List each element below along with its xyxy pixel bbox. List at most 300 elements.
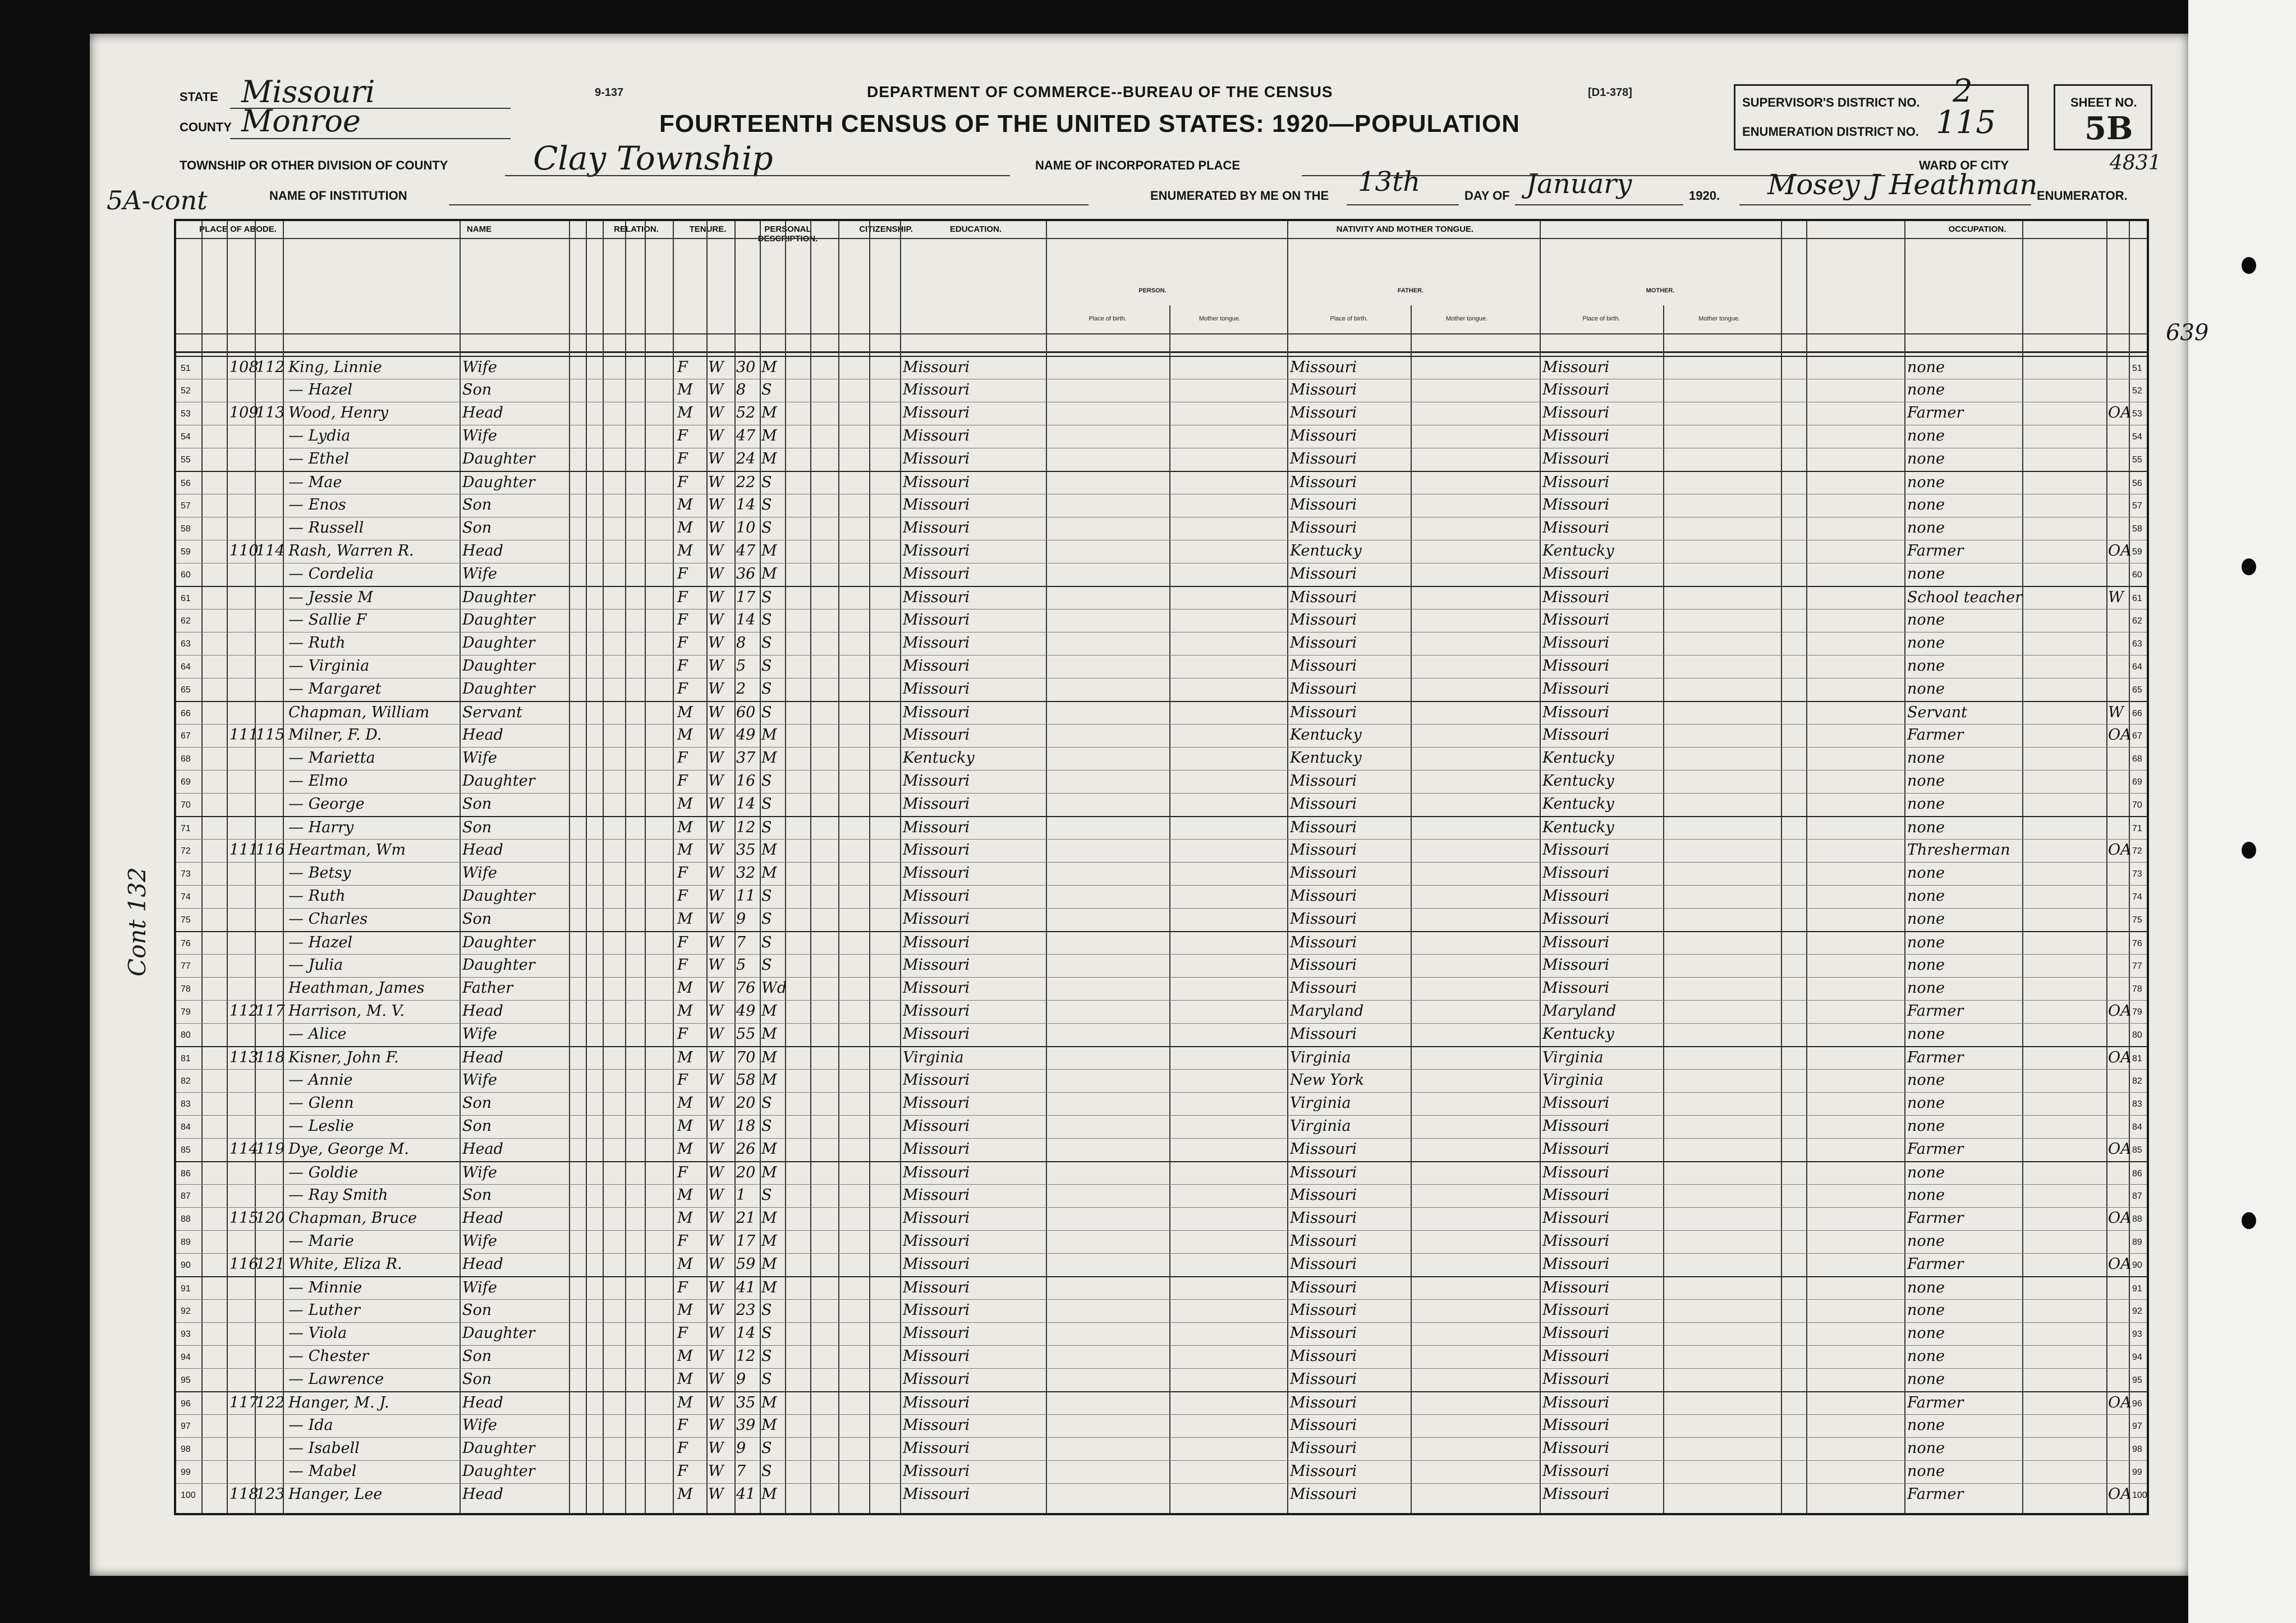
- cell-occ: none: [1907, 1186, 1945, 1204]
- cell-sex: M: [677, 1301, 693, 1319]
- cell-age: 24: [736, 450, 756, 467]
- cell-sex: M: [677, 519, 693, 537]
- cell-occ: none: [1907, 1094, 1945, 1112]
- township-label: TOWNSHIP OR OTHER DIVISION OF COUNTY: [180, 158, 448, 172]
- cell-sex: F: [677, 634, 688, 652]
- cell-rel: Son: [462, 819, 492, 836]
- cell-rel: Daughter: [462, 772, 535, 790]
- cell-mb: Virginia: [1542, 1071, 1604, 1089]
- line-number: 82: [2132, 1076, 2142, 1086]
- cell-age: 37: [736, 749, 756, 767]
- cell-race: W: [708, 1002, 724, 1020]
- cell-mb: Missouri: [1542, 1255, 1610, 1273]
- cell-mb: Missouri: [1542, 680, 1610, 698]
- cell-occ: none: [1907, 1232, 1945, 1250]
- cell-mb: Missouri: [1542, 934, 1610, 951]
- table-row: [176, 678, 2147, 702]
- cell-name: — Enos: [288, 496, 346, 514]
- cell-mb: Missouri: [1542, 956, 1610, 974]
- cell-ms: S: [761, 819, 772, 836]
- cell-fb: Missouri: [1290, 634, 1357, 652]
- table-row: [176, 1069, 2147, 1093]
- table-row: [176, 1483, 2147, 1507]
- cell-mb: Missouri: [1542, 910, 1610, 928]
- cell-fam: 119: [256, 1140, 285, 1158]
- cell-age: 23: [736, 1301, 756, 1319]
- cell-mb: Missouri: [1542, 1462, 1610, 1480]
- line-number: 89: [181, 1237, 191, 1247]
- incorporated-label: NAME OF INCORPORATED PLACE: [1035, 158, 1241, 172]
- cell-birth: Missouri: [903, 381, 970, 398]
- cell-rel: Wife: [462, 749, 497, 767]
- cell-race: W: [708, 1279, 724, 1296]
- cell-mb: Missouri: [1542, 611, 1610, 629]
- cell-age: 30: [736, 359, 756, 376]
- cell-occ: Farmer: [1907, 1394, 1964, 1411]
- cell-dw: 110: [229, 542, 259, 560]
- cell-fb: Missouri: [1290, 474, 1357, 491]
- cell-age: 20: [736, 1164, 756, 1181]
- cell-occ: none: [1907, 611, 1945, 629]
- margin-note-left-side: Cont 132: [123, 867, 151, 976]
- cell-name: — Chester: [288, 1347, 369, 1365]
- cell-sex: F: [677, 359, 688, 376]
- cell-race: W: [708, 542, 724, 560]
- state-value: Missouri: [241, 74, 375, 109]
- cell-name: White, Eliza R.: [288, 1255, 402, 1273]
- cell-ms: M: [761, 450, 777, 467]
- cell-occ: none: [1907, 956, 1945, 974]
- cell-fb: Virginia: [1290, 1117, 1351, 1135]
- cell-sex: M: [677, 381, 693, 398]
- cell-fb: Missouri: [1290, 1324, 1357, 1342]
- cell-dw: 111: [229, 726, 259, 744]
- cell-occ: none: [1907, 910, 1945, 928]
- cell-mb: Kentucky: [1542, 772, 1614, 790]
- cell-rel: Head: [462, 1002, 503, 1020]
- cell-occ: none: [1907, 1279, 1945, 1296]
- cell-race: W: [708, 704, 724, 721]
- cell-race: W: [708, 1370, 724, 1388]
- cell-fb: Missouri: [1290, 1209, 1357, 1227]
- cell-ms: S: [761, 474, 772, 491]
- line-number: 87: [181, 1191, 191, 1201]
- cell-code: OA: [2108, 1486, 2132, 1503]
- cell-fb: Missouri: [1290, 956, 1357, 974]
- cell-name: — Ruth: [288, 887, 346, 905]
- table-row: [176, 1391, 2147, 1415]
- cell-birth: Missouri: [903, 404, 970, 421]
- line-number: 65: [2132, 685, 2142, 695]
- line-number: 69: [2132, 777, 2142, 787]
- cell-name: — Elmo: [288, 772, 348, 790]
- line-number: 61: [2132, 594, 2142, 603]
- cell-age: 41: [736, 1486, 756, 1503]
- supervisor-label: SUPERVISOR'S DISTRICT NO.: [1742, 95, 1920, 109]
- cell-ms: S: [761, 657, 772, 675]
- line-number: 57: [2132, 501, 2142, 511]
- line-number: 79: [2132, 1007, 2142, 1017]
- cell-rel: Wife: [462, 359, 497, 376]
- cell-name: King, Linnie: [288, 359, 382, 376]
- cell-name: — Marie: [288, 1232, 354, 1250]
- cell-occ: none: [1907, 795, 1945, 813]
- enumeration-value: 115: [1936, 104, 1996, 141]
- line-number: 88: [181, 1214, 191, 1224]
- cell-fb: New York: [1290, 1071, 1365, 1089]
- cell-occ: none: [1907, 1416, 1945, 1434]
- header-person: PERSON.: [1138, 287, 1167, 294]
- cell-mb: Missouri: [1542, 450, 1610, 467]
- line-number: 73: [2132, 869, 2142, 879]
- table-row: [176, 1253, 2147, 1277]
- line-number: 53: [181, 409, 191, 419]
- cell-name: — Luther: [288, 1301, 361, 1319]
- cell-rel: Wife: [462, 1025, 497, 1043]
- cell-mb: Missouri: [1542, 1186, 1610, 1204]
- line-number: 54: [2132, 432, 2142, 442]
- cell-fb: Missouri: [1290, 1232, 1357, 1250]
- day-line: [1347, 204, 1459, 205]
- cell-fb: Missouri: [1290, 450, 1357, 467]
- punch-hole-icon: [2242, 558, 2256, 575]
- cell-ms: S: [761, 887, 772, 905]
- cell-birth: Missouri: [903, 1324, 970, 1342]
- cell-birth: Missouri: [903, 1117, 970, 1135]
- cell-fam: 117: [256, 1002, 285, 1020]
- cell-age: 47: [736, 542, 756, 560]
- table-row: [176, 816, 2147, 840]
- right-margin-strip: [2188, 0, 2296, 1623]
- cell-occ: none: [1907, 772, 1945, 790]
- cell-race: W: [708, 1301, 724, 1319]
- cell-mb: Missouri: [1542, 1140, 1610, 1158]
- cell-occ: none: [1907, 1370, 1945, 1388]
- cell-race: W: [708, 887, 724, 905]
- line-number: 82: [181, 1076, 191, 1086]
- cell-fb: Missouri: [1290, 841, 1357, 859]
- cell-birth: Missouri: [903, 1140, 970, 1158]
- line-number: 68: [2132, 754, 2142, 764]
- cell-birth: Missouri: [903, 887, 970, 905]
- line-number: 84: [2132, 1122, 2142, 1132]
- cell-race: W: [708, 611, 724, 629]
- cell-race: W: [708, 1394, 724, 1411]
- cell-ms: S: [761, 1347, 772, 1365]
- cell-birth: Missouri: [903, 956, 970, 974]
- line-number: 91: [181, 1284, 191, 1294]
- cell-code: OA: [2108, 841, 2132, 859]
- cell-race: W: [708, 864, 724, 882]
- cell-race: W: [708, 1324, 724, 1342]
- cell-name: — Marietta: [288, 749, 375, 767]
- cell-ms: M: [761, 1394, 777, 1411]
- table-row: [176, 379, 2147, 402]
- cell-sex: F: [677, 1164, 688, 1181]
- cell-race: W: [708, 427, 724, 444]
- cell-ms: M: [761, 565, 777, 583]
- line-number: 51: [2132, 364, 2142, 373]
- line-number: 100: [2132, 1491, 2147, 1500]
- line-number: 72: [2132, 846, 2142, 856]
- cell-race: W: [708, 474, 724, 491]
- line-number: 64: [2132, 662, 2142, 672]
- census-title: FOURTEENTH CENSUS OF THE UNITED STATES: 1920—POPULATION: [659, 110, 1521, 137]
- header-pob-father: Place of birth.: [1330, 315, 1368, 322]
- cell-age: 17: [736, 1232, 756, 1250]
- cell-age: 39: [736, 1416, 756, 1434]
- table-row: [176, 448, 2147, 471]
- cell-ms: S: [761, 1462, 772, 1480]
- cell-mb: Missouri: [1542, 1486, 1610, 1503]
- cell-race: W: [708, 979, 724, 997]
- enumerated-label: ENUMERATED BY ME ON THE: [1150, 189, 1329, 203]
- cell-ms: M: [761, 1255, 777, 1273]
- cell-age: 12: [736, 1347, 756, 1365]
- header-pob-person: Place of birth.: [1089, 315, 1127, 322]
- line-number: 51: [181, 364, 191, 373]
- cell-race: W: [708, 496, 724, 514]
- cell-name: — Leslie: [288, 1117, 354, 1135]
- cell-rel: Daughter: [462, 611, 535, 629]
- cell-fb: Missouri: [1290, 565, 1357, 583]
- cell-birth: Missouri: [903, 1370, 970, 1388]
- cell-name: — Russell: [288, 519, 364, 537]
- cell-mb: Kentucky: [1542, 819, 1614, 836]
- line-number: 66: [181, 709, 191, 718]
- cell-name: — Ethel: [288, 450, 350, 467]
- cell-ms: S: [761, 934, 772, 951]
- cell-birth: Missouri: [903, 1209, 970, 1227]
- cell-ms: S: [761, 1301, 772, 1319]
- cell-occ: none: [1907, 1071, 1945, 1089]
- header-personal: PERSONAL DESCRIPTION.: [757, 224, 818, 244]
- cell-name: — Mae: [288, 474, 342, 491]
- line-number: 74: [181, 892, 191, 902]
- institution-line: [449, 204, 1089, 205]
- cell-occ: Farmer: [1907, 1209, 1964, 1227]
- cell-age: 14: [736, 1324, 756, 1342]
- cell-birth: Missouri: [903, 1002, 970, 1020]
- cell-sex: F: [677, 450, 688, 467]
- cell-rel: Son: [462, 910, 492, 928]
- cell-ms: S: [761, 772, 772, 790]
- cell-fam: 122: [256, 1394, 285, 1411]
- cell-occ: none: [1907, 1347, 1945, 1365]
- cell-occ: none: [1907, 979, 1945, 997]
- cell-age: 7: [736, 1462, 746, 1480]
- cell-sex: F: [677, 1025, 688, 1043]
- cell-race: W: [708, 1164, 724, 1181]
- cell-birth: Missouri: [903, 934, 970, 951]
- cell-age: 9: [736, 1370, 746, 1388]
- cell-sex: F: [677, 1462, 688, 1480]
- cell-code: OA: [2108, 726, 2132, 744]
- cell-occ: School teacher: [1907, 589, 2023, 606]
- cell-code: OA: [2108, 1002, 2132, 1020]
- line-number: 73: [181, 869, 191, 879]
- cell-age: 70: [736, 1049, 756, 1066]
- line-number: 96: [181, 1399, 191, 1409]
- cell-mb: Missouri: [1542, 381, 1610, 398]
- cell-name: — Ida: [288, 1416, 333, 1434]
- cell-occ: none: [1907, 450, 1945, 467]
- cell-name: Harrison, M. V.: [288, 1002, 405, 1020]
- cell-rel: Head: [462, 1140, 503, 1158]
- cell-rel: Son: [462, 1301, 492, 1319]
- header-occupation: OCCUPATION.: [1948, 224, 2006, 234]
- cell-ms: S: [761, 704, 772, 721]
- header-tongue-father: Mother tongue.: [1446, 315, 1487, 322]
- cell-age: 35: [736, 1394, 756, 1411]
- cell-rel: Son: [462, 795, 492, 813]
- cell-ms: S: [761, 680, 772, 698]
- line-number: 71: [2132, 824, 2142, 833]
- cell-fb: Missouri: [1290, 887, 1357, 905]
- cell-rel: Daughter: [462, 474, 535, 491]
- cell-ms: M: [761, 1232, 777, 1250]
- cell-rel: Daughter: [462, 657, 535, 675]
- cell-birth: Missouri: [903, 1394, 970, 1411]
- cell-name: Kisner, John F.: [288, 1049, 399, 1066]
- cell-fb: Missouri: [1290, 704, 1357, 721]
- cell-birth: Virginia: [903, 1049, 964, 1066]
- cell-name: — Glenn: [288, 1094, 354, 1112]
- cell-mb: Missouri: [1542, 1416, 1610, 1434]
- cell-ms: M: [761, 864, 777, 882]
- cell-fb: Missouri: [1290, 819, 1357, 836]
- line-number: 81: [2132, 1054, 2142, 1063]
- table-row: [176, 402, 2147, 425]
- cell-occ: none: [1907, 519, 1945, 537]
- cell-age: 22: [736, 474, 756, 491]
- cell-occ: none: [1907, 749, 1945, 767]
- institution-label: NAME OF INSTITUTION: [269, 189, 407, 203]
- cell-fb: Missouri: [1290, 979, 1357, 997]
- cell-sex: F: [677, 864, 688, 882]
- table-row: [176, 655, 2147, 678]
- line-number: 87: [2132, 1191, 2142, 1201]
- cell-race: W: [708, 1049, 724, 1066]
- cell-fb: Kentucky: [1290, 749, 1362, 767]
- cell-occ: none: [1907, 819, 1945, 836]
- table-row: [176, 1092, 2147, 1116]
- line-number: 79: [181, 1007, 191, 1017]
- cell-name: — Hazel: [288, 934, 353, 951]
- line-number: 91: [2132, 1284, 2142, 1294]
- cell-occ: none: [1907, 1025, 1945, 1043]
- cell-fb: Missouri: [1290, 1462, 1357, 1480]
- cell-sex: F: [677, 887, 688, 905]
- cell-mb: Missouri: [1542, 841, 1610, 859]
- line-number: 72: [181, 846, 191, 856]
- cell-occ: Farmer: [1907, 1486, 1964, 1503]
- township-line: [505, 175, 1010, 176]
- cell-fb: Missouri: [1290, 934, 1357, 951]
- cell-ms: S: [761, 381, 772, 398]
- cell-occ: none: [1907, 427, 1945, 444]
- cell-sex: M: [677, 1002, 693, 1020]
- cell-fb: Missouri: [1290, 680, 1357, 698]
- month-line: [1515, 204, 1683, 205]
- cell-race: W: [708, 1025, 724, 1043]
- cell-name: — Viola: [288, 1324, 347, 1342]
- cell-rel: Son: [462, 1370, 492, 1388]
- header-divider: [176, 238, 2147, 239]
- cell-age: 5: [736, 956, 746, 974]
- cell-code: W: [2108, 704, 2124, 721]
- cell-name: — Ruth: [288, 634, 346, 652]
- cell-race: W: [708, 956, 724, 974]
- cell-mb: Missouri: [1542, 1164, 1610, 1181]
- cell-mb: Missouri: [1542, 496, 1610, 514]
- cell-code: OA: [2108, 1140, 2132, 1158]
- cell-ms: S: [761, 1439, 772, 1457]
- cell-ms: S: [761, 956, 772, 974]
- line-number: 90: [181, 1260, 191, 1270]
- cell-rel: Daughter: [462, 634, 535, 652]
- cell-race: W: [708, 381, 724, 398]
- cell-sex: F: [677, 934, 688, 951]
- cell-occ: Thresherman: [1907, 841, 2010, 859]
- cell-occ: none: [1907, 680, 1945, 698]
- cell-race: W: [708, 1140, 724, 1158]
- line-number: 93: [2132, 1329, 2142, 1339]
- line-number: 58: [181, 524, 191, 534]
- cell-sex: F: [677, 1232, 688, 1250]
- table-row: [176, 724, 2147, 748]
- cell-ms: M: [761, 726, 777, 744]
- cell-dw: 118: [229, 1486, 259, 1503]
- line-number: 68: [181, 754, 191, 764]
- cell-mb: Missouri: [1542, 979, 1610, 997]
- day-of-label: DAY OF: [1464, 189, 1510, 203]
- township-value: Clay Township: [533, 139, 773, 177]
- cell-birth: Missouri: [903, 704, 970, 721]
- cell-ms: S: [761, 1094, 772, 1112]
- cell-race: W: [708, 1416, 724, 1434]
- cell-fb: Missouri: [1290, 910, 1357, 928]
- cell-mb: Missouri: [1542, 519, 1610, 537]
- line-number: 83: [2132, 1099, 2142, 1109]
- cell-fam: 113: [256, 404, 285, 421]
- punch-hole-icon: [2242, 1212, 2256, 1229]
- cell-name: — Cordelia: [288, 565, 374, 583]
- header-education: EDUCATION.: [949, 224, 1002, 234]
- cell-sex: F: [677, 589, 688, 606]
- cell-sex: M: [677, 496, 693, 514]
- cell-ms: S: [761, 496, 772, 514]
- cell-rel: Daughter: [462, 956, 535, 974]
- table-row: [176, 1046, 2147, 1070]
- cell-age: 14: [736, 795, 756, 813]
- cell-ms: M: [761, 1049, 777, 1066]
- line-number: 52: [181, 386, 191, 396]
- table-row: [176, 471, 2147, 495]
- cell-rel: Head: [462, 726, 503, 744]
- cell-fb: Missouri: [1290, 427, 1357, 444]
- cell-rel: Son: [462, 519, 492, 537]
- cell-mb: Missouri: [1542, 404, 1610, 421]
- state-label: STATE: [180, 90, 218, 104]
- cell-name: — Margaret: [288, 680, 382, 698]
- table-row: [176, 1207, 2147, 1231]
- cell-birth: Missouri: [903, 680, 970, 698]
- header-nativity: NATIVITY AND MOTHER TONGUE.: [1336, 224, 1474, 234]
- line-number: 60: [181, 570, 191, 580]
- cell-ms: M: [761, 1025, 777, 1043]
- cell-age: 7: [736, 934, 746, 951]
